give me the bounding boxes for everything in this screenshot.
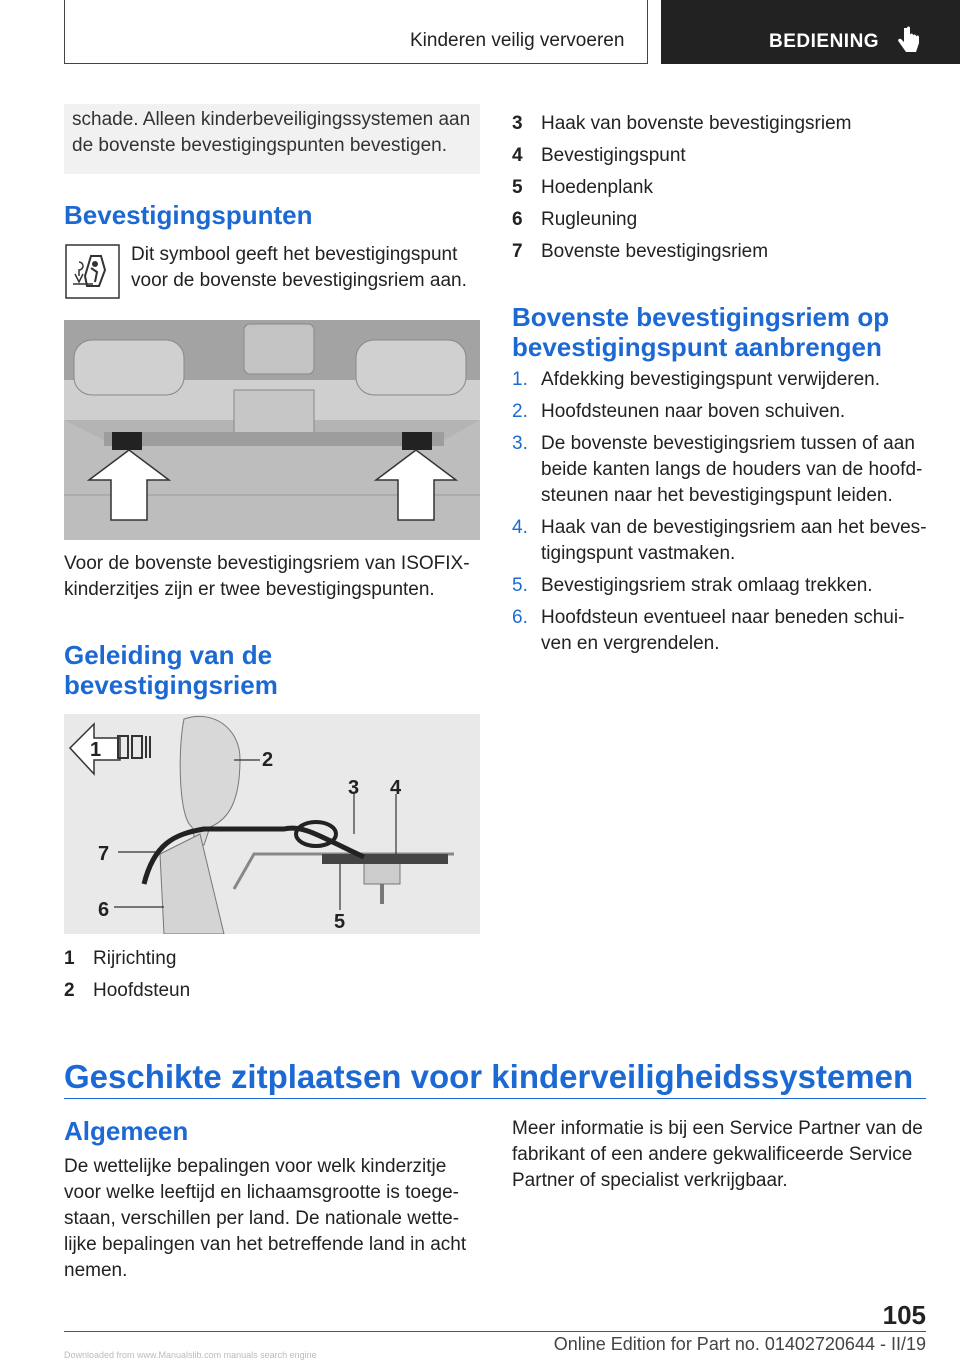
diagram-label-4: 4 [390, 777, 402, 799]
heading-algemeen: Algemeen [64, 1116, 189, 1146]
attach-steps-list [512, 367, 928, 663]
seats-right-text: Meer informatie is bij een Service Partner van de fabrikant of een andere gekwalificeerde Service Partner of specialist verkrijgbaar. [512, 1118, 923, 1191]
diagram-label-5: 5 [334, 911, 346, 933]
header-chapter-label: BEDIENING [769, 31, 880, 52]
list-item: 1. Afdekking bevestigingspunt verwijderen. [512, 369, 881, 390]
legend-item: 3 Haak van bovenste bevestigingsriem [512, 113, 852, 134]
list-item: 4. Haak van de bevestigingsriem aan het bevestigingspunt vastmaken. [512, 517, 927, 564]
section-rule [64, 1098, 926, 1099]
diagram-label-3: 3 [348, 777, 360, 799]
list-item: 6. Hoofdsteun eventueel naar beneden schuiven en vergrendelen. [512, 607, 905, 654]
anchor-symbol-text: Dit symbool geeft het bevestigingspunt voor de bovenste bevestigingsriem aan. [131, 244, 467, 291]
child-seat-anchor-icon [65, 244, 120, 299]
header-section-title: Kinderen veilig vervoeren [410, 30, 625, 51]
routing-legend-left [64, 946, 480, 1010]
edition-line: Online Edition for Part no. 01402720644 - II/19 [553, 1334, 926, 1354]
legend-item: 4 Bevestigingspunt [512, 145, 686, 166]
routing-legend-right [512, 111, 928, 271]
legend-item: 5 Hoedenplank [512, 177, 653, 198]
heading-bevestigingspunten: Bevestigingspunten [64, 200, 313, 230]
list-item: 5. Bevestigingsriem strak omlaag trekken. [512, 575, 873, 596]
diagram-label-7: 7 [98, 843, 110, 865]
anchor-points-photo [64, 320, 480, 540]
list-item: 2. Hoofdsteunen naar boven schuiven. [512, 401, 846, 422]
legend-item: 6 Rugleuning [512, 209, 638, 230]
diagram-label-1: 1 [90, 739, 102, 761]
diagram-label-6: 6 [98, 899, 110, 921]
legend-item: 2 Hoofdsteun [64, 980, 191, 1001]
footer-rule [64, 1331, 926, 1332]
heading-aanbrengen: Bovenste bevestigingsriem op bevestigingspunt aanbrengen [512, 302, 890, 362]
page-number: 105 [882, 1300, 926, 1330]
list-item: 3. De bovenste bevestigingsriem tussen of aan beide kanten langs de houders van de hoofdsteunen naar het bevestigingspunt leiden. [512, 433, 923, 506]
tether-routing-diagram [64, 714, 480, 934]
anchor-caption: Voor de bovenste bevestigingsriem van ISOFIX-kinderzitjes zijn er twee bevestigingspunten. [64, 553, 470, 600]
hand-pointer-icon [896, 26, 922, 56]
seats-left-text: De wettelijke bepalingen voor welk kinderzitje voor welke leeftijd en lichaamsgrootte is toegestaan, verschillen per land. De nationale wettelijke bepalingen van het betreffende land in acht nemen. [64, 1156, 467, 1281]
legend-item: 1 Rijrichting [64, 948, 177, 969]
header-chapter-tab[interactable] [661, 0, 960, 64]
warning-note-continued: schade. Alleen kinderbeveiligingssystemen aan de bovenste bevestigingspunten bevestigen. [64, 104, 480, 174]
heading-geleiding: Geleiding van de bevestigingsriem [64, 640, 278, 700]
legend-item: 7 Bovenste bevestigingsriem [512, 241, 769, 262]
diagram-label-2: 2 [262, 749, 274, 771]
heading-geschikte-zitplaatsen: Geschikte zitplaatsen voor kinderveiligheidssystemen [64, 1058, 914, 1095]
watermark-text: Downloaded from www.Manualslib.com manuals search engine [64, 1350, 317, 1360]
